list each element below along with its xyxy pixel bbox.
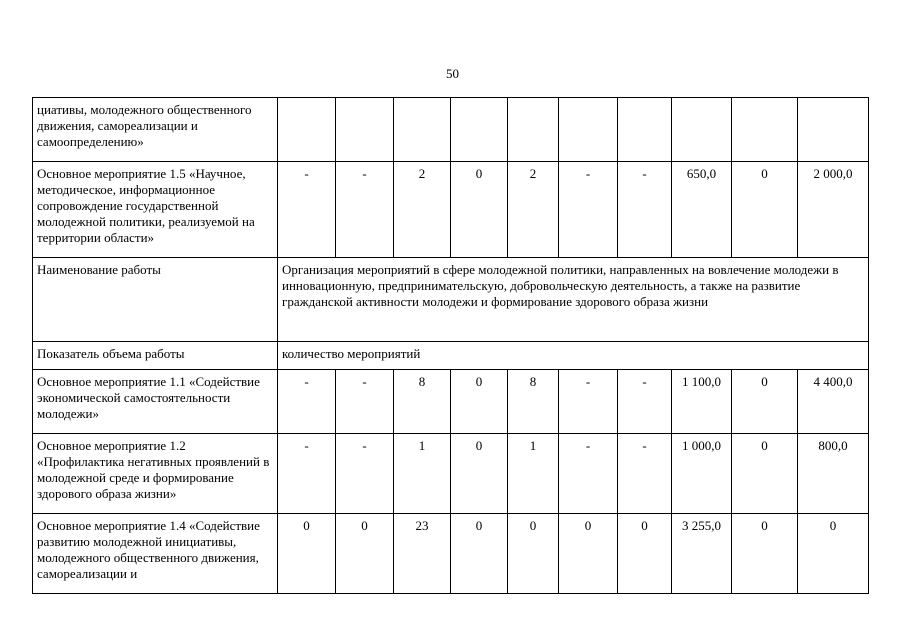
- value-cell: [451, 98, 508, 162]
- page-number: 50: [446, 66, 459, 81]
- value-cell: 1 000,0: [672, 434, 732, 514]
- value-cell: 0: [336, 514, 394, 594]
- value-cell: 1: [508, 434, 559, 514]
- value-cell: 0: [451, 434, 508, 514]
- value-cell: -: [618, 434, 672, 514]
- value-cell: 23: [394, 514, 451, 594]
- value-cell: 0: [451, 162, 508, 258]
- table-row: [33, 434, 869, 514]
- table-row: [33, 258, 869, 342]
- value-cell: -: [336, 434, 394, 514]
- value-cell: [798, 98, 869, 162]
- activity-name-cell: Основное мероприятие 1.4 «Содействие развитию молодежной инициативы, молодежного общественного движения, самореализации и: [33, 514, 278, 594]
- value-cell: -: [559, 370, 618, 434]
- value-cell: 0: [618, 514, 672, 594]
- value-cell: [394, 98, 451, 162]
- value-cell: -: [618, 162, 672, 258]
- row-label-cell: Показатель объема работы: [33, 342, 278, 370]
- value-cell: [672, 98, 732, 162]
- value-cell: 0: [559, 514, 618, 594]
- value-cell: 2 000,0: [798, 162, 869, 258]
- value-cell: 8: [508, 370, 559, 434]
- value-cell: -: [278, 434, 336, 514]
- value-cell: 2: [394, 162, 451, 258]
- table-row: [33, 98, 869, 162]
- value-cell: [559, 98, 618, 162]
- activity-name-cell: Основное мероприятие 1.5 «Научное, методическое, информационное сопровождение государственной молодежной политики, реализуемой на территории области»: [33, 162, 278, 258]
- value-cell: -: [618, 370, 672, 434]
- value-cell: [278, 98, 336, 162]
- table-body: [33, 98, 869, 594]
- table-row: [33, 514, 869, 594]
- table-row: [33, 342, 869, 370]
- activities-table: [32, 97, 869, 594]
- table-row: [33, 370, 869, 434]
- value-cell: 0: [451, 514, 508, 594]
- value-cell: -: [559, 434, 618, 514]
- value-cell: 1: [394, 434, 451, 514]
- activity-name-cell: Основное мероприятие 1.1 «Содействие экономической самостоятельности молодежи»: [33, 370, 278, 434]
- value-cell: [336, 98, 394, 162]
- value-cell: 0: [732, 514, 798, 594]
- value-cell: 1 100,0: [672, 370, 732, 434]
- value-cell: 3 255,0: [672, 514, 732, 594]
- value-cell: -: [278, 162, 336, 258]
- value-cell: 4 400,0: [798, 370, 869, 434]
- row-label-cell: Наименование работы: [33, 258, 278, 342]
- value-cell: -: [336, 370, 394, 434]
- value-cell: 0: [732, 162, 798, 258]
- value-cell: 2: [508, 162, 559, 258]
- row-description-cell: количество мероприятий: [278, 342, 869, 370]
- value-cell: -: [278, 370, 336, 434]
- value-cell: -: [336, 162, 394, 258]
- value-cell: 0: [732, 370, 798, 434]
- value-cell: 0: [451, 370, 508, 434]
- value-cell: 0: [278, 514, 336, 594]
- table-row: [33, 162, 869, 258]
- value-cell: [732, 98, 798, 162]
- value-cell: 800,0: [798, 434, 869, 514]
- value-cell: 0: [508, 514, 559, 594]
- value-cell: 650,0: [672, 162, 732, 258]
- value-cell: [508, 98, 559, 162]
- activity-name-cell: циативы, молодежного общественного движения, самореализации и самоопределению»: [33, 98, 278, 162]
- value-cell: 0: [732, 434, 798, 514]
- value-cell: 0: [798, 514, 869, 594]
- value-cell: -: [559, 162, 618, 258]
- value-cell: 8: [394, 370, 451, 434]
- activity-name-cell: Основное мероприятие 1.2 «Профилактика негативных проявлений в молодежной среде и формирование здорового образа жизни»: [33, 434, 278, 514]
- row-description-cell: Организация мероприятий в сфере молодежной политики, направленных на вовлечение молодежи в инновационную, предпринимательскую, добровольческую деятельность, а также на развитие гражданской активности молодежи и формирование здорового образа жизни: [278, 258, 869, 342]
- value-cell: [618, 98, 672, 162]
